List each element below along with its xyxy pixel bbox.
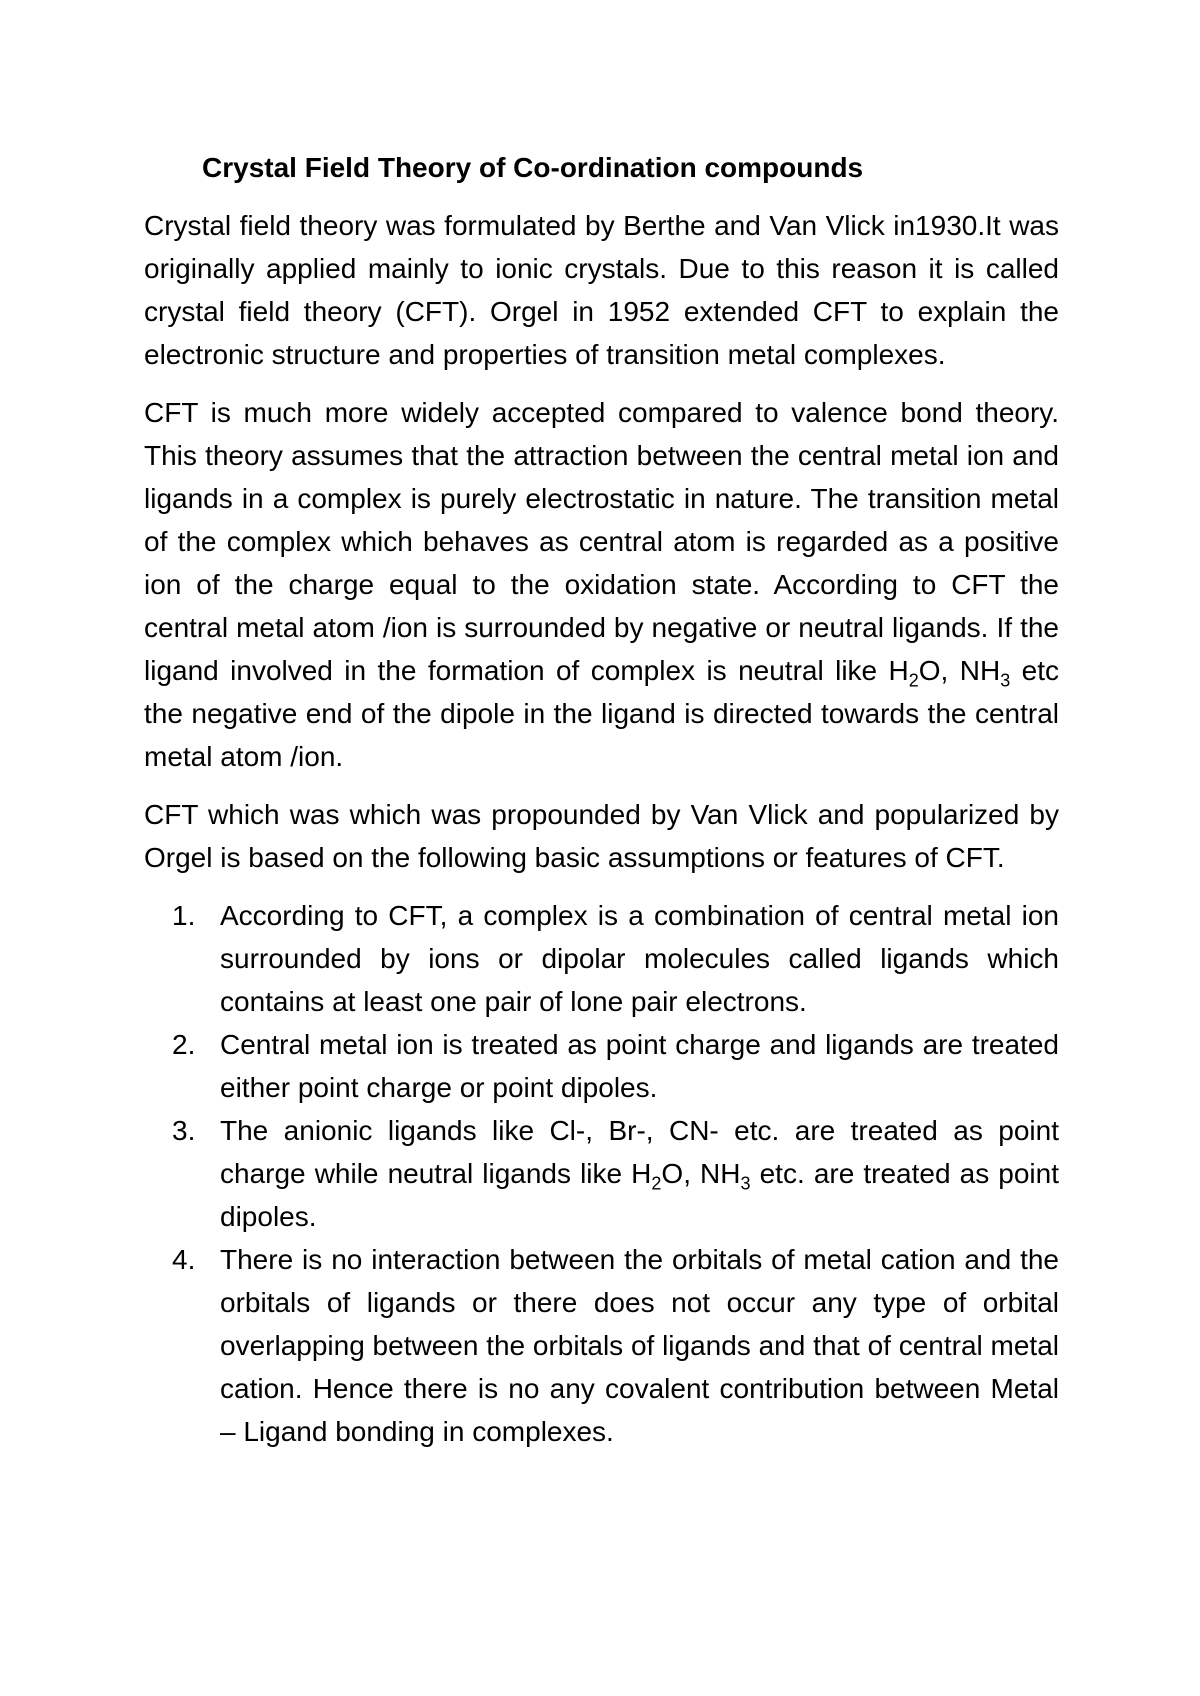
paragraph-assumptions-intro: CFT which was which was propounded by Van Vlick and popularized by Orgel is based on the following basic assumptions or features of CFT. [144, 799, 1059, 873]
list-item-text: According to CFT, a complex is a combination of central metal ion surrounded by ions or dipolar molecules called ligands which contains at least one pair of lone pair electrons. [220, 900, 1059, 1017]
list-item-text: Central metal ion is treated as point charge and ligands are treated either point charge or point dipoles. [220, 1029, 1059, 1103]
list-item-text: The anionic ligands like Cl-, Br-, CN- etc. are treated as point charge while neutral ligands like $H_2O$, $NH_3$ etc. are treated as point dipoles. [220, 1115, 1059, 1232]
list-item [144, 1238, 1059, 1453]
document-title: Crystal Field Theory of Co-ordination compounds [202, 152, 864, 183]
list-item [144, 1109, 1059, 1238]
list-item-number: 2. [172, 1029, 196, 1060]
list-item-number: 3. [172, 1115, 196, 1146]
assumptions-list [144, 894, 1059, 1453]
paragraph-cft-acceptance: CFT is much more widely accepted compared to valence bond theory. This theory assumes that the attraction between the central metal ion and ligands in a complex is purely electrostatic in nature. The transition metal of the complex which behaves as central atom is regarded as a positive ion of the charge equal to the oxidation state. According to CFT the central metal atom /ion is surrounded by negative or neutral ligands. If the ligand involved in the formation of complex is neutral like $H_2O$, $NH_3$ etc the negative end of the dipole in the ligand is directed towards the central metal atom /ion. [144, 397, 1059, 772]
paragraph-intro: Crystal field theory was formulated by Berthe and Van Vlick in1930.It was originally applied mainly to ionic crystals. Due to this reason it is called crystal field theory (CFT). Orgel in 1952 extended CFT to explain the electronic structure and properties of transition metal complexes. [144, 210, 1059, 370]
list-item-number: 4. [172, 1244, 196, 1275]
document-page [144, 146, 1059, 1453]
list-item-text: There is no interaction between the orbitals of metal cation and the orbitals of ligands or there does not occur any type of orbital overlapping between the orbitals of ligands and that of central metal cation. Hence there is no any covalent contribution between Metal – Ligand bonding in complexes. [220, 1244, 1059, 1447]
list-item-number: 1. [172, 900, 196, 931]
list-item [144, 894, 1059, 1023]
list-item [144, 1023, 1059, 1109]
